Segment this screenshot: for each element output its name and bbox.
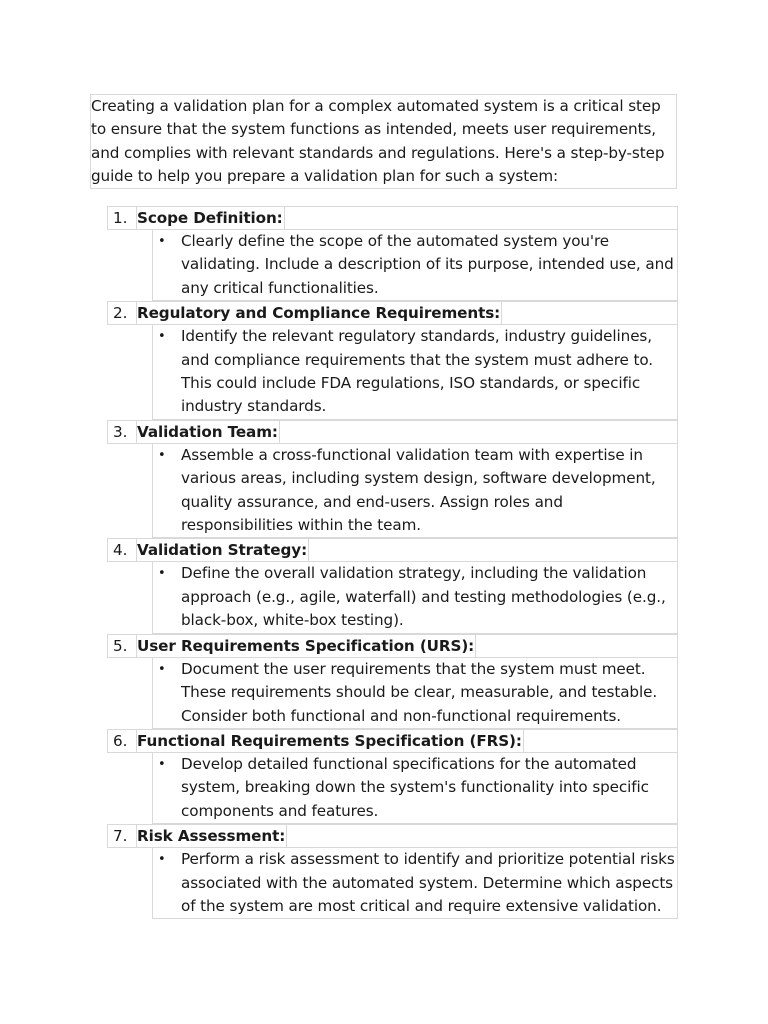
step-bullet (152, 230, 678, 301)
step-title: Validation Strategy: (137, 541, 308, 560)
step-bullet-text: Document the user requirements that the system must meet. These requirements should be clear, measurable, and testable. Consider both functional and non-functional requirements. (181, 659, 658, 725)
step-bullet (152, 848, 678, 919)
step-number: 4. (113, 541, 128, 560)
step-bullet-text: Develop detailed functional specifications for the automated system, breaking down the system's functionality into specific components and features. (181, 754, 649, 820)
step-item (107, 301, 678, 420)
step-bullet-text: Identify the relevant regulatory standards, industry guidelines, and compliance requirements that the system must adhere to. This could include FDA regulations, ISO standards, or specific industry standards. (181, 327, 654, 416)
step-heading (107, 301, 678, 325)
step-item (107, 206, 678, 301)
step-item (107, 729, 678, 824)
step-number: 5. (113, 636, 128, 655)
bullet-icon: • (158, 566, 166, 582)
step-item (107, 538, 678, 633)
step-bullet-text: Perform a risk assessment to identify and prioritize potential risks associated with the automated system. Determine which aspects of the system are most critical and require extensive validation. (181, 850, 675, 915)
step-title: Risk Assessment: (137, 827, 286, 846)
bullet-icon: • (158, 329, 166, 345)
step-bullet (152, 562, 678, 633)
step-item (107, 420, 678, 539)
step-number: 3. (113, 422, 128, 441)
step-bullet (152, 753, 678, 824)
step-number: 1. (113, 209, 128, 227)
step-item (107, 634, 678, 729)
step-heading (107, 634, 678, 658)
step-number: 7. (113, 827, 128, 846)
step-bullet-text: Assemble a cross-functional validation team with expertise in various areas, including system design, software development, quality assurance, and end-users. Assign roles and responsibilities within the team. (181, 445, 656, 535)
step-heading (107, 538, 678, 562)
step-bullet (152, 444, 678, 539)
step-title: Functional Requirements Specification (FRS): (137, 731, 522, 750)
step-title: User Requirements Specification (URS): (137, 636, 475, 655)
step-heading (107, 420, 678, 444)
step-title: Validation Team: (137, 422, 278, 441)
step-title: Regulatory and Compliance Requirements: (137, 304, 501, 323)
step-item (107, 824, 678, 919)
intro-paragraph: Creating a validation plan for a complex automated system is a critical step to ensure that the system functions as intended, meets user requirements, and complies with relevant standards and regulations. Here's a step-by-step guide to help you prepare a validation plan for such a system: (90, 94, 677, 189)
step-title: Scope Definition: (137, 209, 283, 227)
bullet-icon: • (158, 852, 166, 868)
bullet-icon: • (158, 234, 166, 249)
step-bullet-text: Define the overall validation strategy, including the validation approach (e.g., agile, waterfall) and testing methodologies (e.g., black-box, white-box testing). (181, 564, 666, 630)
step-number: 2. (113, 304, 128, 323)
step-heading (107, 824, 678, 848)
step-bullet (152, 658, 678, 729)
bullet-icon: • (158, 661, 166, 677)
step-number: 6. (113, 731, 128, 750)
step-heading (107, 206, 678, 230)
steps-list (107, 206, 678, 919)
step-bullet-text: Clearly define the scope of the automated system you're validating. Include a description of its purpose, intended use, and any critical functionalities. (181, 232, 674, 297)
bullet-icon: • (158, 756, 166, 772)
bullet-icon: • (158, 447, 166, 463)
step-heading (107, 729, 678, 753)
step-bullet (152, 325, 678, 420)
